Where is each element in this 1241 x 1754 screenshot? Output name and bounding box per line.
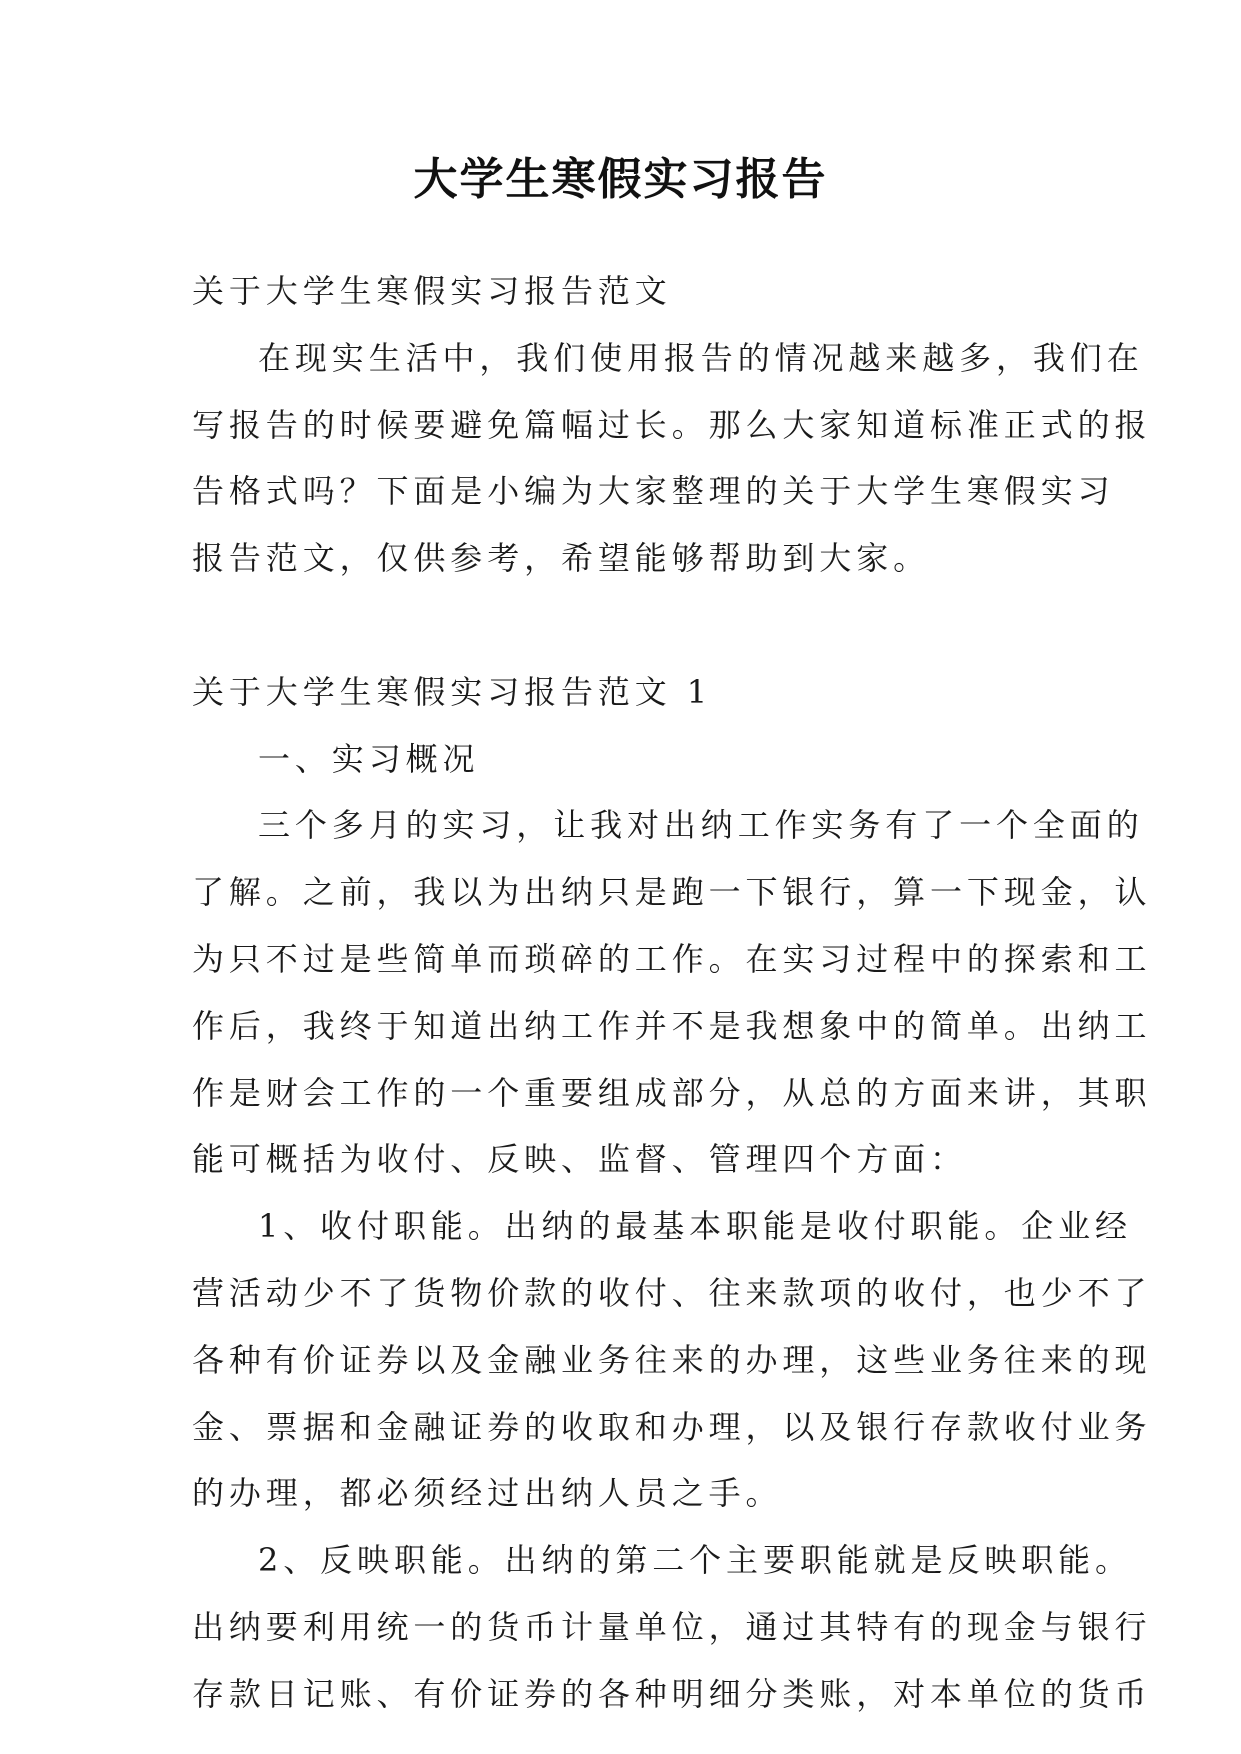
paragraph-line: 能可概括为收付、反映、监督、管理四个方面： — [192, 1140, 967, 1179]
paragraph-line: 金、票据和金融证券的收取和办理，以及银行存款收付业务 — [192, 1407, 1152, 1446]
paragraph-line: 出纳要利用统一的货币计量单位，通过其特有的现金与银行 — [192, 1607, 1152, 1646]
paragraph-line: 三个多月的实习，让我对出纳工作实务有了一个全面的 — [258, 806, 1144, 845]
section-heading: 关于大学生寒假实习报告范文 — [192, 272, 672, 310]
paragraph-line: 2、反映职能。出纳的第二个主要职能就是反映职能。 — [258, 1541, 1132, 1580]
paragraph-spacer — [192, 592, 1066, 659]
paragraph-line: 了解。之前，我以为出纳只是跑一下银行，算一下现金，认 — [192, 873, 1152, 912]
paragraph-line: 各种有价证券以及金融业务往来的办理，这些业务往来的现 — [192, 1340, 1152, 1379]
paragraph-line: 告格式吗？下面是小编为大家整理的关于大学生寒假实习 — [192, 472, 1115, 511]
document-body — [192, 258, 1152, 1728]
paragraph-line: 报告范文，仅供参考，希望能够帮助到大家。 — [192, 539, 931, 578]
subsection-heading: 一、实习概况 — [258, 739, 480, 778]
section-heading: 关于大学生寒假实习报告范文 1 — [192, 672, 713, 711]
paragraph-line: 作是财会工作的一个重要组成部分，从总的方面来讲，其职 — [192, 1073, 1152, 1112]
paragraph-line: 1、收付职能。出纳的最基本职能是收付职能。企业经 — [258, 1207, 1132, 1246]
paragraph-line: 写报告的时候要避免篇幅过长。那么大家知道标准正式的报 — [192, 405, 1152, 444]
paragraph-line: 的办理，都必须经过出纳人员之手。 — [192, 1474, 783, 1513]
paragraph-line: 在现实生活中，我们使用报告的情况越来越多，我们在 — [258, 338, 1144, 377]
paragraph-line: 存款日记账、有价证券的各种明细分类账，对本单位的货币 — [192, 1674, 1152, 1713]
paragraph-line: 为只不过是些简单而琐碎的工作。在实习过程中的探索和工 — [192, 939, 1152, 978]
paragraph-line: 营活动少不了货物价款的收付、往来款项的收付，也少不了 — [192, 1273, 1152, 1312]
document-title: 大学生寒假实习报告 — [413, 154, 828, 205]
paragraph-line: 作后，我终于知道出纳工作并不是我想象中的简单。出纳工 — [192, 1006, 1152, 1045]
